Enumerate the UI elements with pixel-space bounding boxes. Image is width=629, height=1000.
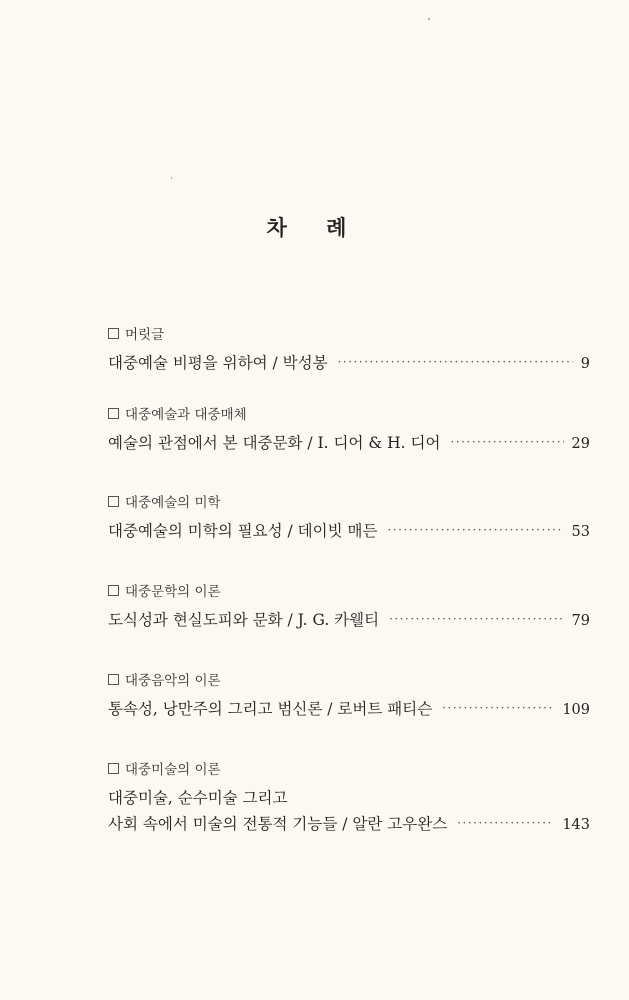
toc-entry-page: 79	[571, 613, 590, 629]
toc-entry[interactable]	[108, 351, 590, 373]
toc-section-aesthetics	[108, 491, 590, 541]
section-heading-label: 대중예술의 미학	[125, 495, 221, 511]
toc-section-media	[108, 403, 590, 453]
toc-entry-text: 대중미술, 순수미술 그리고	[108, 789, 288, 807]
toc-entry-text: 대중예술의 미학의 필요성 / 데이빗 매든	[108, 522, 378, 540]
section-heading-label: 머릿글	[125, 327, 165, 343]
toc-entry-page: 53	[571, 524, 590, 540]
section-heading	[108, 580, 590, 600]
page-title: 차 례	[266, 215, 363, 240]
checkbox-square-icon	[108, 496, 119, 507]
toc-section-literature	[108, 580, 590, 630]
toc-entry-page: 143	[562, 817, 590, 833]
toc-entry-text: 예술의 관점에서 본 대중문화 / I. 디어 & H. 디어	[108, 434, 441, 452]
toc-entry-text: 도식성과 현실도피와 문화 / J. G. 카웰티	[108, 611, 380, 629]
section-heading	[108, 758, 590, 778]
section-heading-label: 대중음악의 이론	[125, 673, 221, 689]
leader-dots	[389, 612, 563, 626]
section-heading	[108, 491, 590, 511]
toc-entry[interactable]	[108, 519, 590, 541]
checkbox-square-icon	[108, 408, 119, 419]
leader-dots	[442, 701, 554, 715]
toc-entry-page: 109	[562, 702, 590, 718]
section-heading-label: 대중예술과 대중매체	[125, 407, 247, 423]
leader-dots	[338, 355, 573, 369]
toc-entry[interactable]	[108, 608, 590, 630]
section-heading-label: 대중미술의 이론	[125, 762, 221, 778]
section-heading	[108, 403, 590, 423]
checkbox-square-icon	[108, 763, 119, 774]
checkbox-square-icon	[108, 674, 119, 685]
toc-entry-page: 29	[571, 436, 590, 452]
toc-section-music	[108, 669, 590, 719]
toc-entry-text: 대중예술 비평을 위하여 / 박성봉	[108, 354, 328, 372]
leader-dots	[387, 523, 563, 537]
toc-entry-text: 사회 속에서 미술의 전통적 기능들 / 알란 고우완스	[108, 815, 448, 833]
toc-entry-line2[interactable]	[108, 812, 590, 834]
section-heading-label: 대중문학의 이론	[125, 584, 221, 600]
toc-entry-line1[interactable]	[108, 786, 590, 808]
section-heading	[108, 323, 590, 343]
checkbox-square-icon	[108, 585, 119, 596]
leader-dots	[450, 435, 563, 449]
toc-entry[interactable]	[108, 697, 590, 719]
paper-speck	[428, 18, 430, 20]
checkbox-square-icon	[108, 328, 119, 339]
toc-section-preface	[108, 323, 590, 373]
toc-entry-text: 통속성, 낭만주의 그리고 범신론 / 로버트 패티슨	[108, 700, 433, 718]
toc-entry-page: 9	[580, 356, 590, 372]
leader-dots	[457, 816, 554, 830]
section-heading	[108, 669, 590, 689]
toc-section-fine-art	[108, 758, 590, 834]
toc-entry[interactable]	[108, 431, 590, 453]
paper-speck	[171, 177, 172, 179]
